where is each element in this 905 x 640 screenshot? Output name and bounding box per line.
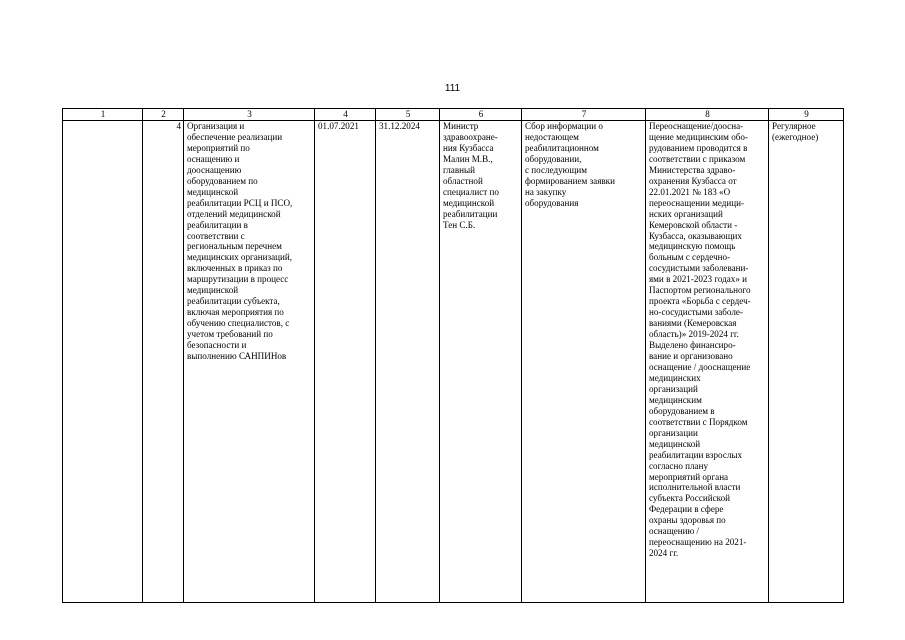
cell-text-line: рудованием проводится в — [649, 142, 748, 153]
header-cell-3: 3 — [184, 109, 315, 121]
cell-text-line: исполнительной власти — [649, 482, 741, 493]
cell-text-line: Регулярное — [772, 121, 816, 131]
cell-text-line: организации — [649, 427, 698, 438]
cell-text-line: выполнению САНПИНов — [187, 351, 287, 362]
cell-text-line: Министерства здраво- — [649, 164, 736, 175]
cell-text-line: маршрутизации в процесс — [187, 274, 289, 285]
cell-text-line: больным с сердечно- — [649, 252, 731, 263]
cell-activity — [184, 121, 315, 603]
cell-text-line: мероприятий по — [187, 142, 250, 153]
cell-text-line: ями в 2021-2023 годах» и — [649, 274, 748, 285]
cell-text-line: региональным перечнем — [187, 241, 282, 252]
cell-text-line: соответствии с — [187, 230, 245, 241]
header-row — [63, 109, 844, 121]
cell-text-line: мероприятий органа — [649, 471, 729, 482]
cell-text-line: оборудовании, — [525, 153, 582, 164]
cell-text-line: Малин М.В., — [443, 153, 493, 164]
cell-text-line: 2024 гг. — [649, 548, 679, 559]
cell-text-line: организаций — [649, 383, 698, 394]
cell-text-line: Кузбасса, оказывающих — [649, 230, 742, 241]
cell-text-line: ваниями (Кемеровская — [649, 318, 737, 329]
cell-text-line: субъекта Российской — [649, 493, 730, 504]
cell-text-line: реабилитации субъекта, — [187, 296, 280, 307]
cell-text-line: на закупку — [525, 186, 567, 197]
cell-text-line: оснащение / дооснащение — [649, 361, 751, 372]
cell-text-line: медицинским — [649, 394, 702, 405]
cell-text-line: соответствии с приказом — [649, 153, 746, 164]
cell-text-line: с последующим — [525, 164, 588, 175]
cell-section — [63, 121, 143, 603]
cell-text-line: соответствии с Порядком — [649, 416, 748, 427]
cell-text-line: ния Кузбасса — [443, 142, 494, 153]
cell-text-line: реабилитационном — [525, 142, 599, 153]
header-cell-5: 5 — [376, 109, 440, 121]
cell-text-line: Тен С.Б. — [443, 219, 476, 230]
cell-text-line: оснащению / — [649, 526, 700, 537]
cell-text-line: Федерации в сфере — [649, 504, 724, 515]
header-cell-9: 9 — [769, 109, 844, 121]
header-cell-6: 6 — [440, 109, 522, 121]
cell-text-line: главный — [443, 164, 475, 175]
cell-text-line: включая мероприятия по — [187, 307, 284, 318]
cell-text-line: Сбор информации о — [525, 121, 603, 131]
cell-text-line: Выделено финансиро- — [649, 340, 736, 351]
cell-item-number: 4 — [143, 121, 184, 603]
cell-text-line: реабилитации взрослых — [649, 449, 743, 460]
cell-text-line: сосудистыми заболевани- — [649, 263, 749, 274]
cell-text-line: (ежегодное) — [772, 131, 819, 142]
cell-result — [522, 121, 646, 603]
cell-text-line: переоснащении медици- — [649, 197, 745, 208]
page-number: 111 — [444, 83, 461, 94]
cell-text-line: безопасности и — [187, 340, 247, 351]
cell-text-line: оборудованием по — [187, 175, 258, 186]
table-row — [63, 121, 844, 603]
cell-text-line: обеспечение реализации — [187, 131, 283, 142]
cell-text-line: нских организаций — [649, 208, 723, 219]
cell-end-date: 31.12.2024 — [376, 121, 440, 603]
cell-text-line: но-сосудистыми заболе- — [649, 307, 743, 318]
cell-text-line: Паспортом регионального — [649, 285, 751, 296]
cell-text-line: оснащению и — [187, 153, 240, 164]
cell-text-line: дооснащению — [187, 164, 242, 175]
cell-text-line: учетом требований по — [187, 329, 273, 340]
cell-text-line: недостающем — [525, 131, 579, 142]
cell-text-line: медицинской — [187, 186, 239, 197]
header-cell-2: 2 — [143, 109, 184, 121]
cell-text-line: согласно плану — [649, 460, 709, 471]
cell-text-line: 22.01.2021 № 183 «О — [649, 186, 731, 197]
cell-start-date: 01.07.2021 — [315, 121, 376, 603]
cell-text-line: проекта «Борьба с сердеч- — [649, 296, 751, 307]
header-cell-1: 1 — [63, 109, 143, 121]
cell-text-line: Кемеровской области - — [649, 219, 738, 230]
cell-text-line: областной — [443, 175, 483, 186]
cell-text-line: реабилитации в — [187, 219, 248, 230]
cell-text-line: реабилитации — [443, 208, 498, 219]
header-cell-8: 8 — [646, 109, 769, 121]
cell-text-line: щение медицинским обо- — [649, 131, 748, 142]
cell-text-line: реабилитации РСЦ и ПСО, — [187, 197, 293, 208]
cell-text-line: медицинских организаций, — [187, 252, 292, 263]
cell-text-line: медицинской — [443, 197, 495, 208]
cell-text-line: здравоохране- — [443, 131, 498, 142]
cell-text-line: вание и организовано — [649, 351, 733, 362]
cell-text-line: формированием заявки — [525, 175, 615, 186]
cell-text-line: охранения Кузбасса от — [649, 175, 737, 186]
cell-text-line: медицинских — [649, 372, 701, 383]
cell-responsible — [440, 121, 522, 603]
cell-text-line: переоснащению на 2021- — [649, 537, 747, 548]
cell-text-line: охраны здоровья по — [649, 515, 726, 526]
cell-text-line: медицинской — [649, 438, 701, 449]
cell-text-line: Министр — [443, 121, 479, 131]
cell-text-line: область)» 2019-2024 гг. — [649, 329, 739, 340]
header-cell-7: 7 — [522, 109, 646, 121]
cell-status — [646, 121, 769, 603]
cell-text-line: включенных в приказ по — [187, 263, 283, 274]
cell-frequency — [769, 121, 844, 603]
cell-text-line: оборудованием в — [649, 405, 715, 416]
cell-text-line: отделений медицинской — [187, 208, 281, 219]
cell-text-line: оборудования — [525, 197, 579, 208]
cell-text-line: обучению специалистов, с — [187, 318, 290, 329]
cell-text-line: медицинскую помощь — [649, 241, 736, 252]
plan-table — [62, 108, 844, 603]
cell-text-line: Организация и — [187, 121, 245, 131]
cell-text-line: медицинской — [187, 285, 239, 296]
header-cell-4: 4 — [315, 109, 376, 121]
cell-text-line: специалист по — [443, 186, 499, 197]
cell-text-line: Переоснащение/дооснa- — [649, 121, 744, 131]
